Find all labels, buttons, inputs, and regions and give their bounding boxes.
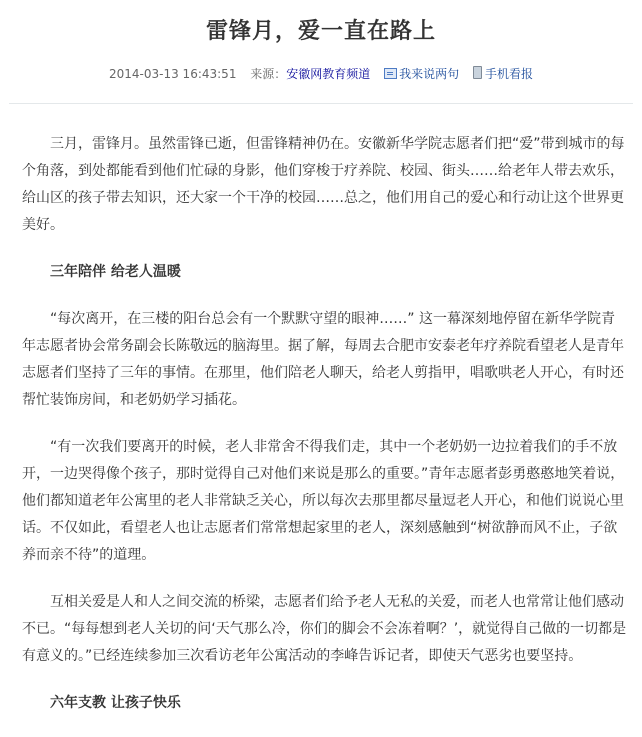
paragraph: 互相关爱是人和人之间交流的桥梁，志愿者们给予老人无私的关爱，而老人也常常让他们感动不已。“每每想到老人关切的问‘天气那么冷，你们的脚会不会冻着啊？’，就觉得自己做的一切都是有意义的。”已经连续参加三次看访老年公寓活动的李峰告诉记者，即使天气恶劣也要坚持。	[22, 594, 627, 664]
comment-link-label: 我来说两句	[399, 67, 460, 81]
article-body	[22, 131, 628, 737]
paragraph: 三月，雷锋月。虽然雷锋已逝，但雷锋精神仍在。安徽新华学院志愿者们把“爱”带到城市的每个角落，到处都能看到他们忙碌的身影，他们穿梭于疗养院、校园、街头……给老年人带去欢乐，给山区的孩子带去知识，还大家一个干净的校园……总之，他们用自己的爱心和行动让这个世界更美好。	[22, 136, 625, 233]
article-meta	[0, 65, 642, 82]
comment-link[interactable]	[384, 67, 459, 81]
mobile-link[interactable]	[473, 67, 533, 81]
section-heading: 六年支教 让孩子快乐	[50, 695, 181, 711]
article-title: 雷锋月，爱一直在路上	[205, 19, 436, 44]
mobile-link-label: 手机看报	[484, 67, 533, 81]
section-heading: 三年陪伴 给老人温暖	[50, 264, 181, 280]
header-divider	[9, 103, 633, 104]
mobile-phone-icon	[473, 66, 482, 79]
paragraph: “每次离开，在三楼的阳台总会有一个默默守望的眼神……” 这一幕深刻地停留在新华学院青年志愿者协会常务副会长陈敬远的脑海里。据了解，每周去合肥市安泰老年疗养院看望老人是青年志愿者们坚持了三年的事情。在那里，他们陪老人聊天，给老人剪指甲，唱歌哄老人开心，有时还帮忙装饰房间，和老奶奶学习插花。	[22, 311, 624, 408]
comment-icon	[384, 68, 397, 79]
publish-datetime: 2014-03-13 16:43:51	[109, 67, 237, 81]
source-link[interactable]: 安徽网教育频道	[286, 67, 371, 81]
source-label: 来源：	[250, 67, 287, 81]
paragraph: “有一次我们要离开的时候，老人非常舍不得我们走，其中一个老奶奶一边拉着我们的手不放开，一边哭得像个孩子，那时觉得自己对他们来说是那么的重要。”青年志愿者彭勇憨憨地笑着说，他们都知道老年公寓里的老人非常缺乏关心，所以每次去那里都尽量逗老人开心，和他们说说心里话。不仅如此，看望老人也让志愿者们常常想起家里的老人，深刻感触到“树欲静而风不止，子欲养而亲不待”的道理。	[22, 439, 625, 563]
source	[250, 67, 370, 81]
